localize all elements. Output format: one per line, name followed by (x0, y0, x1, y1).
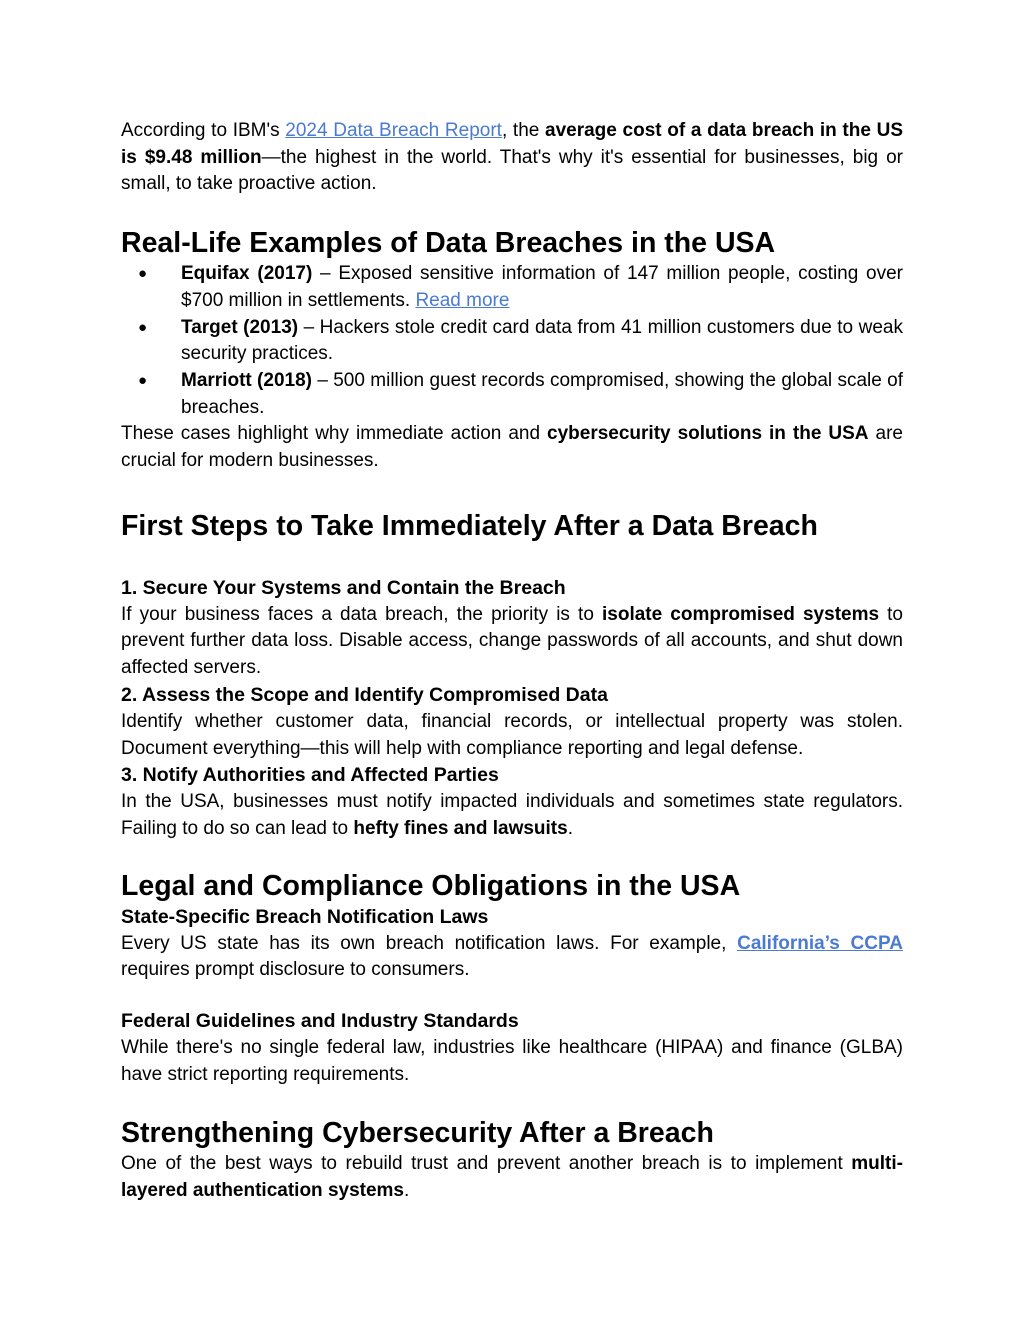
state-laws-paragraph: Every US state has its own breach notification laws. For example, California’s CCPA requires prompt disclosure to consumers. (121, 932, 903, 981)
list-item: ● Marriott (2018) – 500 million guest records compromised, showing the global scale of breaches. (138, 369, 903, 418)
list-item: ● Target (2013) – Hackers stole credit card data from 41 million customers due to weak security practices. (138, 316, 903, 365)
examples-heading: Real-Life Examples of Data Breaches in the USA (121, 227, 776, 260)
step1-title: 1. Secure Your Systems and Contain the Breach (121, 576, 566, 599)
examples-list (121, 261, 903, 421)
ccpa-link[interactable]: California’s CCPA (737, 932, 903, 954)
first-steps-heading: First Steps to Take Immediately After a Data Breach (121, 509, 818, 542)
step2-title: 2. Assess the Scope and Identify Compromised Data (121, 683, 608, 706)
step3-paragraph: In the USA, businesses must notify impacted individuals and sometimes state regulators. Failing to do so can lead to hefty fines and lawsuits. (121, 791, 903, 839)
intro-paragraph: According to IBM's 2024 Data Breach Report, the average cost of a data breach in the US is $9.48 million—the highest in the world. That's why it's essential for businesses, big or small, to take proactive action. (121, 120, 904, 195)
bullet-icon: ● (138, 318, 148, 336)
list-item: ● Equifax (2017) – Exposed sensitive information of 147 million people, costing over $700 million in settlements. Read more (138, 263, 903, 311)
step2-paragraph: Identify whether customer data, financial records, or intellectual property was stolen. Document everything—this will help with compliance reporting and legal defense. (121, 710, 903, 759)
bullet-icon: ● (138, 371, 148, 389)
examples-summary: These cases highlight why immediate action and cybersecurity solutions in the USA are crucial for modern businesses. (121, 423, 903, 472)
federal-guidelines-title: Federal Guidelines and Industry Standards (121, 1010, 519, 1033)
state-laws-title: State-Specific Breach Notification Laws (121, 905, 489, 928)
strengthening-paragraph: One of the best ways to rebuild trust and prevent another breach is to implement multi-layered authentication systems. (121, 1153, 903, 1202)
step3-title: 3. Notify Authorities and Affected Parties (121, 764, 499, 787)
legal-heading: Legal and Compliance Obligations in the USA (121, 869, 741, 902)
step1-paragraph: If your business faces a data breach, the priority is to isolate compromised systems to prevent further data loss. Disable access, change passwords of all accounts, and shut down affected servers. (121, 603, 903, 679)
data-breach-report-link[interactable]: 2024 Data Breach Report (285, 120, 502, 141)
read-more-link[interactable]: Read more (415, 289, 510, 311)
bullet-icon: ● (138, 265, 148, 283)
federal-guidelines-paragraph: While there's no single federal law, industries like healthcare (HIPAA) and finance (GLBA) have strict reporting requirements. (121, 1037, 903, 1085)
strengthening-heading: Strengthening Cybersecurity After a Breach (121, 1117, 714, 1150)
document-body (121, 118, 903, 1205)
